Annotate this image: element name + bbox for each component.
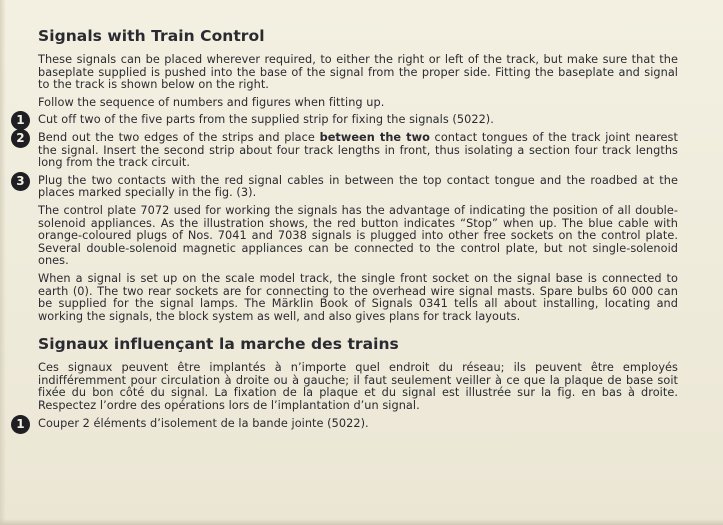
page-edge-shadow xyxy=(0,0,6,525)
french-step-1 xyxy=(16,416,678,431)
french-intro-paragraph: Ces signaux peuvent être implantés à n’importe quel endroit du réseau; ils peuvent être employés indifféremment pour circulation à droite ou à gauche; il faut seulement veiller à ce que la plaque de base soit fixée du bon côté du signal. La fixation de la plaque et du signal est illustrée sur la fig. en bas à droite. Respectez l’ordre des opérations lors de l’implantation d’un signal. xyxy=(38,361,678,413)
english-step-2-text-after: contact tongues of the track joint nearest the signal. Insert the second strip about four track lengths in front, thus isolating a section four track lengths long from the track circuit. xyxy=(38,130,678,170)
english-step-1 xyxy=(16,113,678,128)
english-step-3 xyxy=(16,173,678,200)
step-3-badge-icon: 3 xyxy=(11,172,30,191)
step-1-badge-icon: 1 xyxy=(11,111,30,130)
english-step-2 xyxy=(16,130,678,170)
english-step-2-emphasis: between the two xyxy=(319,130,430,144)
page-bottom-shadow xyxy=(0,519,723,525)
french-heading: Signaux influençant la marche des trains xyxy=(38,335,399,354)
english-control-plate-paragraph: The control plate 7072 used for working the signals has the advantage of indicating the position of all double-solenoid appliances. As the illustration shows, the red button indicates “Stop” when up. The blue cable with orange-coloured plugs of Nos. 7041 and 7038 signals is plugged into other free sockets on the control plate. Several double-solenoid magnetic appliances can be connected to the control plate, but not single-solenoid ones. xyxy=(38,203,678,268)
english-step-3-text: Plug the two contacts with the red signal cables in between the top contact tongue and the roadbed at the places marked specially in the fig. (3). xyxy=(38,173,678,200)
step-2-badge-icon: 2 xyxy=(11,129,30,148)
english-intro-paragraph: These signals can be placed wherever required, to either the right or left of the track, but make sure that the baseplate supplied is pushed into the base of the signal from the proper side. Fitting the baseplate and signal to the track is shown below on the right. xyxy=(38,53,678,92)
english-step-2-text-before: Bend out the two edges of the strips and place xyxy=(38,130,320,144)
english-scale-model-paragraph: When a signal is set up on the scale model track, the single front socket on the signal base is connected to earth (0). The two rear sockets are for connecting to the overhead wire signal masts. Spare bulbs 60 000 can be supplied for the signal lamps. The Märklin Book of Signals 0341 tells all about installing, locating and working the signals, the block system as well, and also gives plans for track layouts. xyxy=(38,271,678,323)
french-step-1-badge-icon: 1 xyxy=(11,415,30,434)
french-step-1-text: Couper 2 éléments d’isolement de la bande jointe (5022). xyxy=(38,416,369,430)
english-heading: Signals with Train Control xyxy=(38,27,265,45)
page-content xyxy=(16,26,678,435)
english-follow-paragraph: Follow the sequence of numbers and figures when fitting up. xyxy=(38,95,385,109)
english-step-1-text: Cut off two of the five parts from the supplied strip for fixing the signals (5022). xyxy=(38,113,494,127)
